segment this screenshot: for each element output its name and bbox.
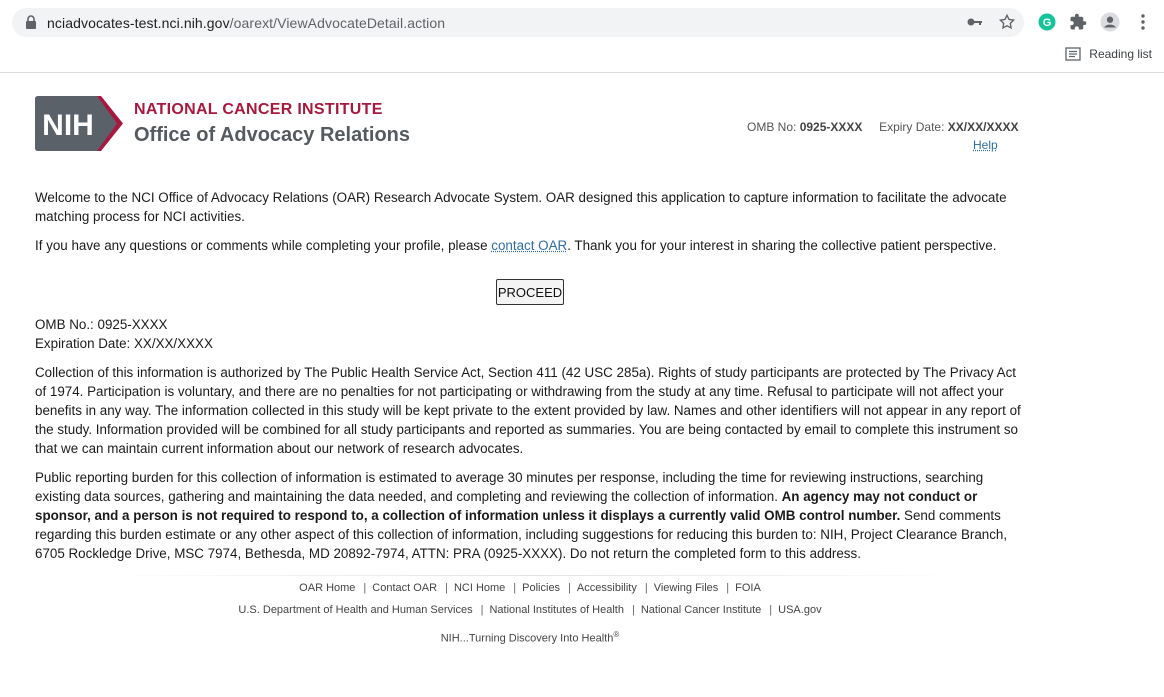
reading-list-icon <box>1065 47 1081 61</box>
key-icon[interactable] <box>965 12 985 32</box>
menu-kebab-icon[interactable] <box>1133 12 1153 32</box>
footer-link-hhs[interactable]: U.S. Department of Health and Human Services <box>238 604 473 616</box>
footer-link-nih[interactable]: National Institutes of Health <box>489 604 624 616</box>
nih-logo-text: NIH <box>42 109 94 142</box>
footer-link-usagov[interactable]: USA.gov <box>778 604 822 616</box>
url-path: /oarext/ViewAdvocateDetail.action <box>229 15 446 31</box>
footer-link-nci[interactable]: National Cancer Institute <box>640 604 762 616</box>
reading-list-button[interactable] <box>1065 47 1152 61</box>
lock-icon[interactable] <box>24 14 38 30</box>
footer-link-foia[interactable]: FOIA <box>735 582 761 594</box>
omb-label: OMB No: <box>747 120 797 134</box>
footer-link-viewing-files[interactable]: Viewing Files <box>653 582 719 594</box>
questions-text-before: If you have any questions or comments while completing your profile, please <box>35 238 492 253</box>
bookmarks-bar <box>0 44 1164 73</box>
welcome-text: Welcome to the NCI Office of Advocacy Relations (OAR) Research Advocate System. OAR designed this application to capture information to facilitate the advocate matching process for NCI activities. <box>35 190 1007 224</box>
contact-oar-link[interactable]: contact OAR <box>491 238 568 253</box>
footer-link-accessibility[interactable]: Accessibility <box>576 582 637 594</box>
star-icon[interactable] <box>997 12 1017 32</box>
footer-tagline <box>0 630 1060 645</box>
tagline-registered-mark: ® <box>613 630 620 639</box>
help-link[interactable]: Help <box>973 138 998 152</box>
footer-link-policies[interactable]: Policies <box>522 582 561 594</box>
nih-logo[interactable] <box>35 96 123 151</box>
expiry-label: Expiry Date: <box>879 120 945 134</box>
proceed-button[interactable]: PROCEED <box>496 279 564 305</box>
footer-divider <box>105 575 965 576</box>
oar-title[interactable]: Office of Advocacy Relations <box>134 124 410 146</box>
footer-links-primary: OAR Home | Contact OAR | NCI Home | Policies | Accessibility | Viewing Files | FOIA <box>299 582 761 594</box>
burden-text-part2: Send comments regarding this burden estimate or any other aspect of this collection of information, including suggestions for reducing this burden to: NIH, Project Clearance Branch, 6705 Rockledge Drive, MSC 7974, Bethesda, MD 20892-7974, ATTN: PRA (0925-XXXX). Do not return the completed form to this address. <box>35 508 1008 561</box>
svg-text:G: G <box>1042 17 1052 29</box>
header-omb-info <box>747 120 1018 134</box>
footer-link-contact-oar[interactable]: Contact OAR <box>372 582 438 594</box>
expiry-value: XX/XX/XXXX <box>947 120 1019 134</box>
grammarly-icon[interactable] <box>1037 12 1057 32</box>
questions-text <box>35 236 1027 255</box>
burden-bold-notice: An agency may not conduct or sponsor, and a person is not required to respond to, a collection of information unless it displays a currently valid OMB control number. <box>35 489 978 523</box>
url-text[interactable] <box>47 15 445 31</box>
browser-toolbar <box>0 0 1164 44</box>
reading-list-label: Reading list <box>1089 47 1152 61</box>
extensions-icon[interactable] <box>1068 12 1088 32</box>
nci-title[interactable]: NATIONAL CANCER INSTITUTE <box>134 101 383 118</box>
burden-text-part1: Public reporting burden for this collection of information is estimated to average 30 minutes per response, including the time for reviewing instructions, searching existing data sources, gathering and maintaining the data needed, and completing and reviewing the collection of information. <box>35 470 984 504</box>
questions-text-after: . Thank you for your interest in sharing the collective patient perspective. <box>567 238 997 253</box>
expiration-date-line: Expiration Date: XX/XX/XXXX <box>35 336 213 351</box>
footer-link-nci-home[interactable]: NCI Home <box>453 582 506 594</box>
tagline-text: NIH...Turning Discovery Into Health <box>440 632 614 645</box>
collection-notice: Collection of this information is authorized by The Public Health Service Act, Section 411 (42 USC 285a). Rights of study participants are protected by The Privacy Act of 1974. Participation is voluntary, and there are no penalties for not participating or withdrawing from the study at any time. Refusal to participate will not affect your benefits in any way. The information collected in this study will be kept private to the extent provided by law. Names and other identifiers will not appear in any report of the study. Information provided will be combined for all study participants and reported as summaries. You are being contacted by email to complete this instrument so that we can maintain current information about our network of research advocates. <box>35 365 1021 456</box>
profile-avatar-icon[interactable] <box>1100 12 1120 32</box>
footer-link-oar-home[interactable]: OAR Home <box>299 582 356 594</box>
url-domain: nciadvocates-test.nci.nih.gov <box>47 15 230 31</box>
omb-block <box>35 315 1027 353</box>
burden-statement <box>35 468 1027 563</box>
footer-links-secondary: U.S. Department of Health and Human Services | National Institutes of Health | National Cancer Institute | USA.gov <box>238 604 822 616</box>
omb-value: 0925-XXXX <box>799 120 863 134</box>
omb-number-line: OMB No.: 0925-XXXX <box>35 317 168 332</box>
